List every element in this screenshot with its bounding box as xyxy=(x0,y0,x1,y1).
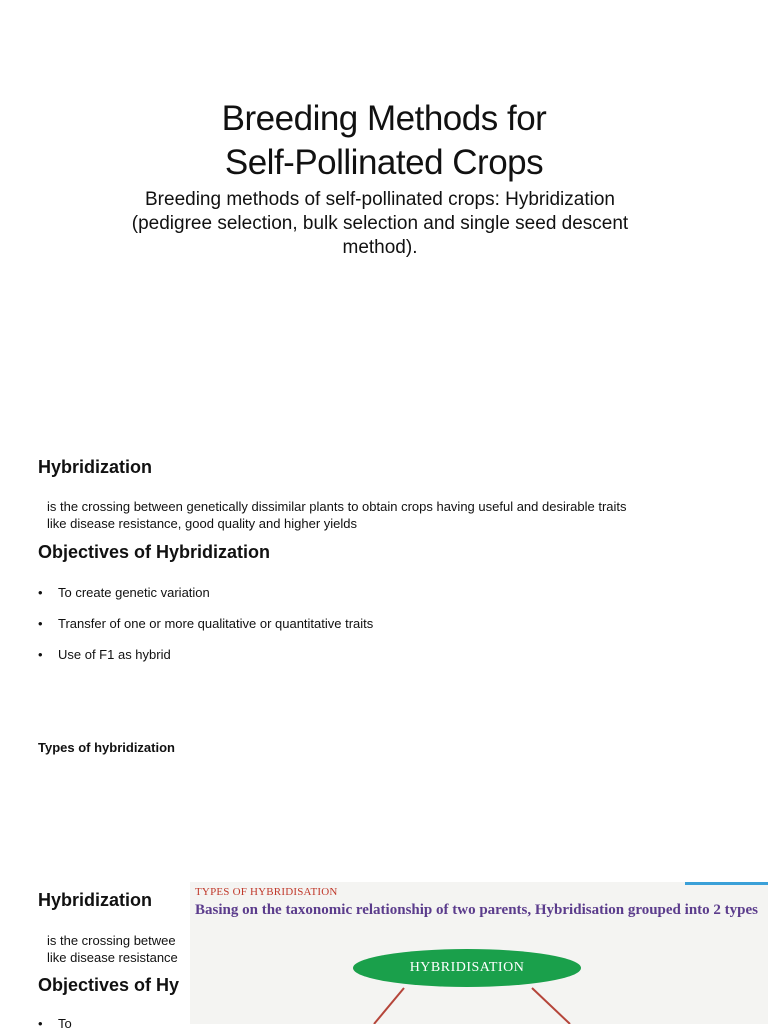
hybridization-heading-repeat: Hybridization xyxy=(38,890,153,910)
objectives-heading-repeat: Objectives of Hy xyxy=(38,975,180,995)
objective-text: Transfer of one or more qualitative or quantitative traits xyxy=(58,616,374,631)
subtitle-line-3: method). xyxy=(342,237,418,258)
hybridization-definition-repeat-line-2: like disease resistance xyxy=(47,950,178,965)
objectives-heading: Objectives of Hybridization xyxy=(38,542,271,562)
slide-header: TYPES OF HYBRIDISATION xyxy=(195,886,338,898)
objective-item xyxy=(38,616,373,631)
hybridization-heading: Hybridization xyxy=(38,457,153,477)
bullet-icon: • xyxy=(38,647,43,662)
page-title-line-1: Breeding Methods for xyxy=(221,99,547,138)
objective-item xyxy=(38,647,171,662)
left-arrow-line xyxy=(374,988,404,1024)
bullet-icon: • xyxy=(38,1016,43,1031)
objective-text: To xyxy=(58,1016,72,1031)
bullet-icon: • xyxy=(38,616,43,631)
hybridization-definition-line-2: like disease resistance, good quality and higher yields xyxy=(47,516,358,531)
objective-item xyxy=(38,585,210,600)
objective-text: Use of F1 as hybrid xyxy=(58,647,171,662)
objective-text: To create genetic variation xyxy=(58,585,210,600)
slide-description: Basing on the taxonomic relationship of two parents, Hybridisation grouped into 2 types xyxy=(195,902,758,918)
page-title-line-2: Self-Pollinated Crops xyxy=(224,143,544,182)
right-arrow-line xyxy=(532,988,570,1024)
subtitle-line-2: (pedigree selection, bulk selection and single seed descent xyxy=(131,213,629,234)
types-of-hybridization-label: Types of hybridization xyxy=(38,740,175,755)
subtitle-line-1: Breeding methods of self-pollinated crops: Hybridization xyxy=(145,189,615,210)
bullet-icon: • xyxy=(38,585,43,600)
hybridisation-node: HYBRIDISATION xyxy=(353,949,581,987)
hybridization-definition-repeat-line-1: is the crossing betwee xyxy=(47,933,176,948)
types-of-hybridisation-slide-image xyxy=(190,882,768,1024)
hybridization-definition-line-1: is the crossing between genetically dissimilar plants to obtain crops having useful and desirable traits xyxy=(47,499,627,514)
